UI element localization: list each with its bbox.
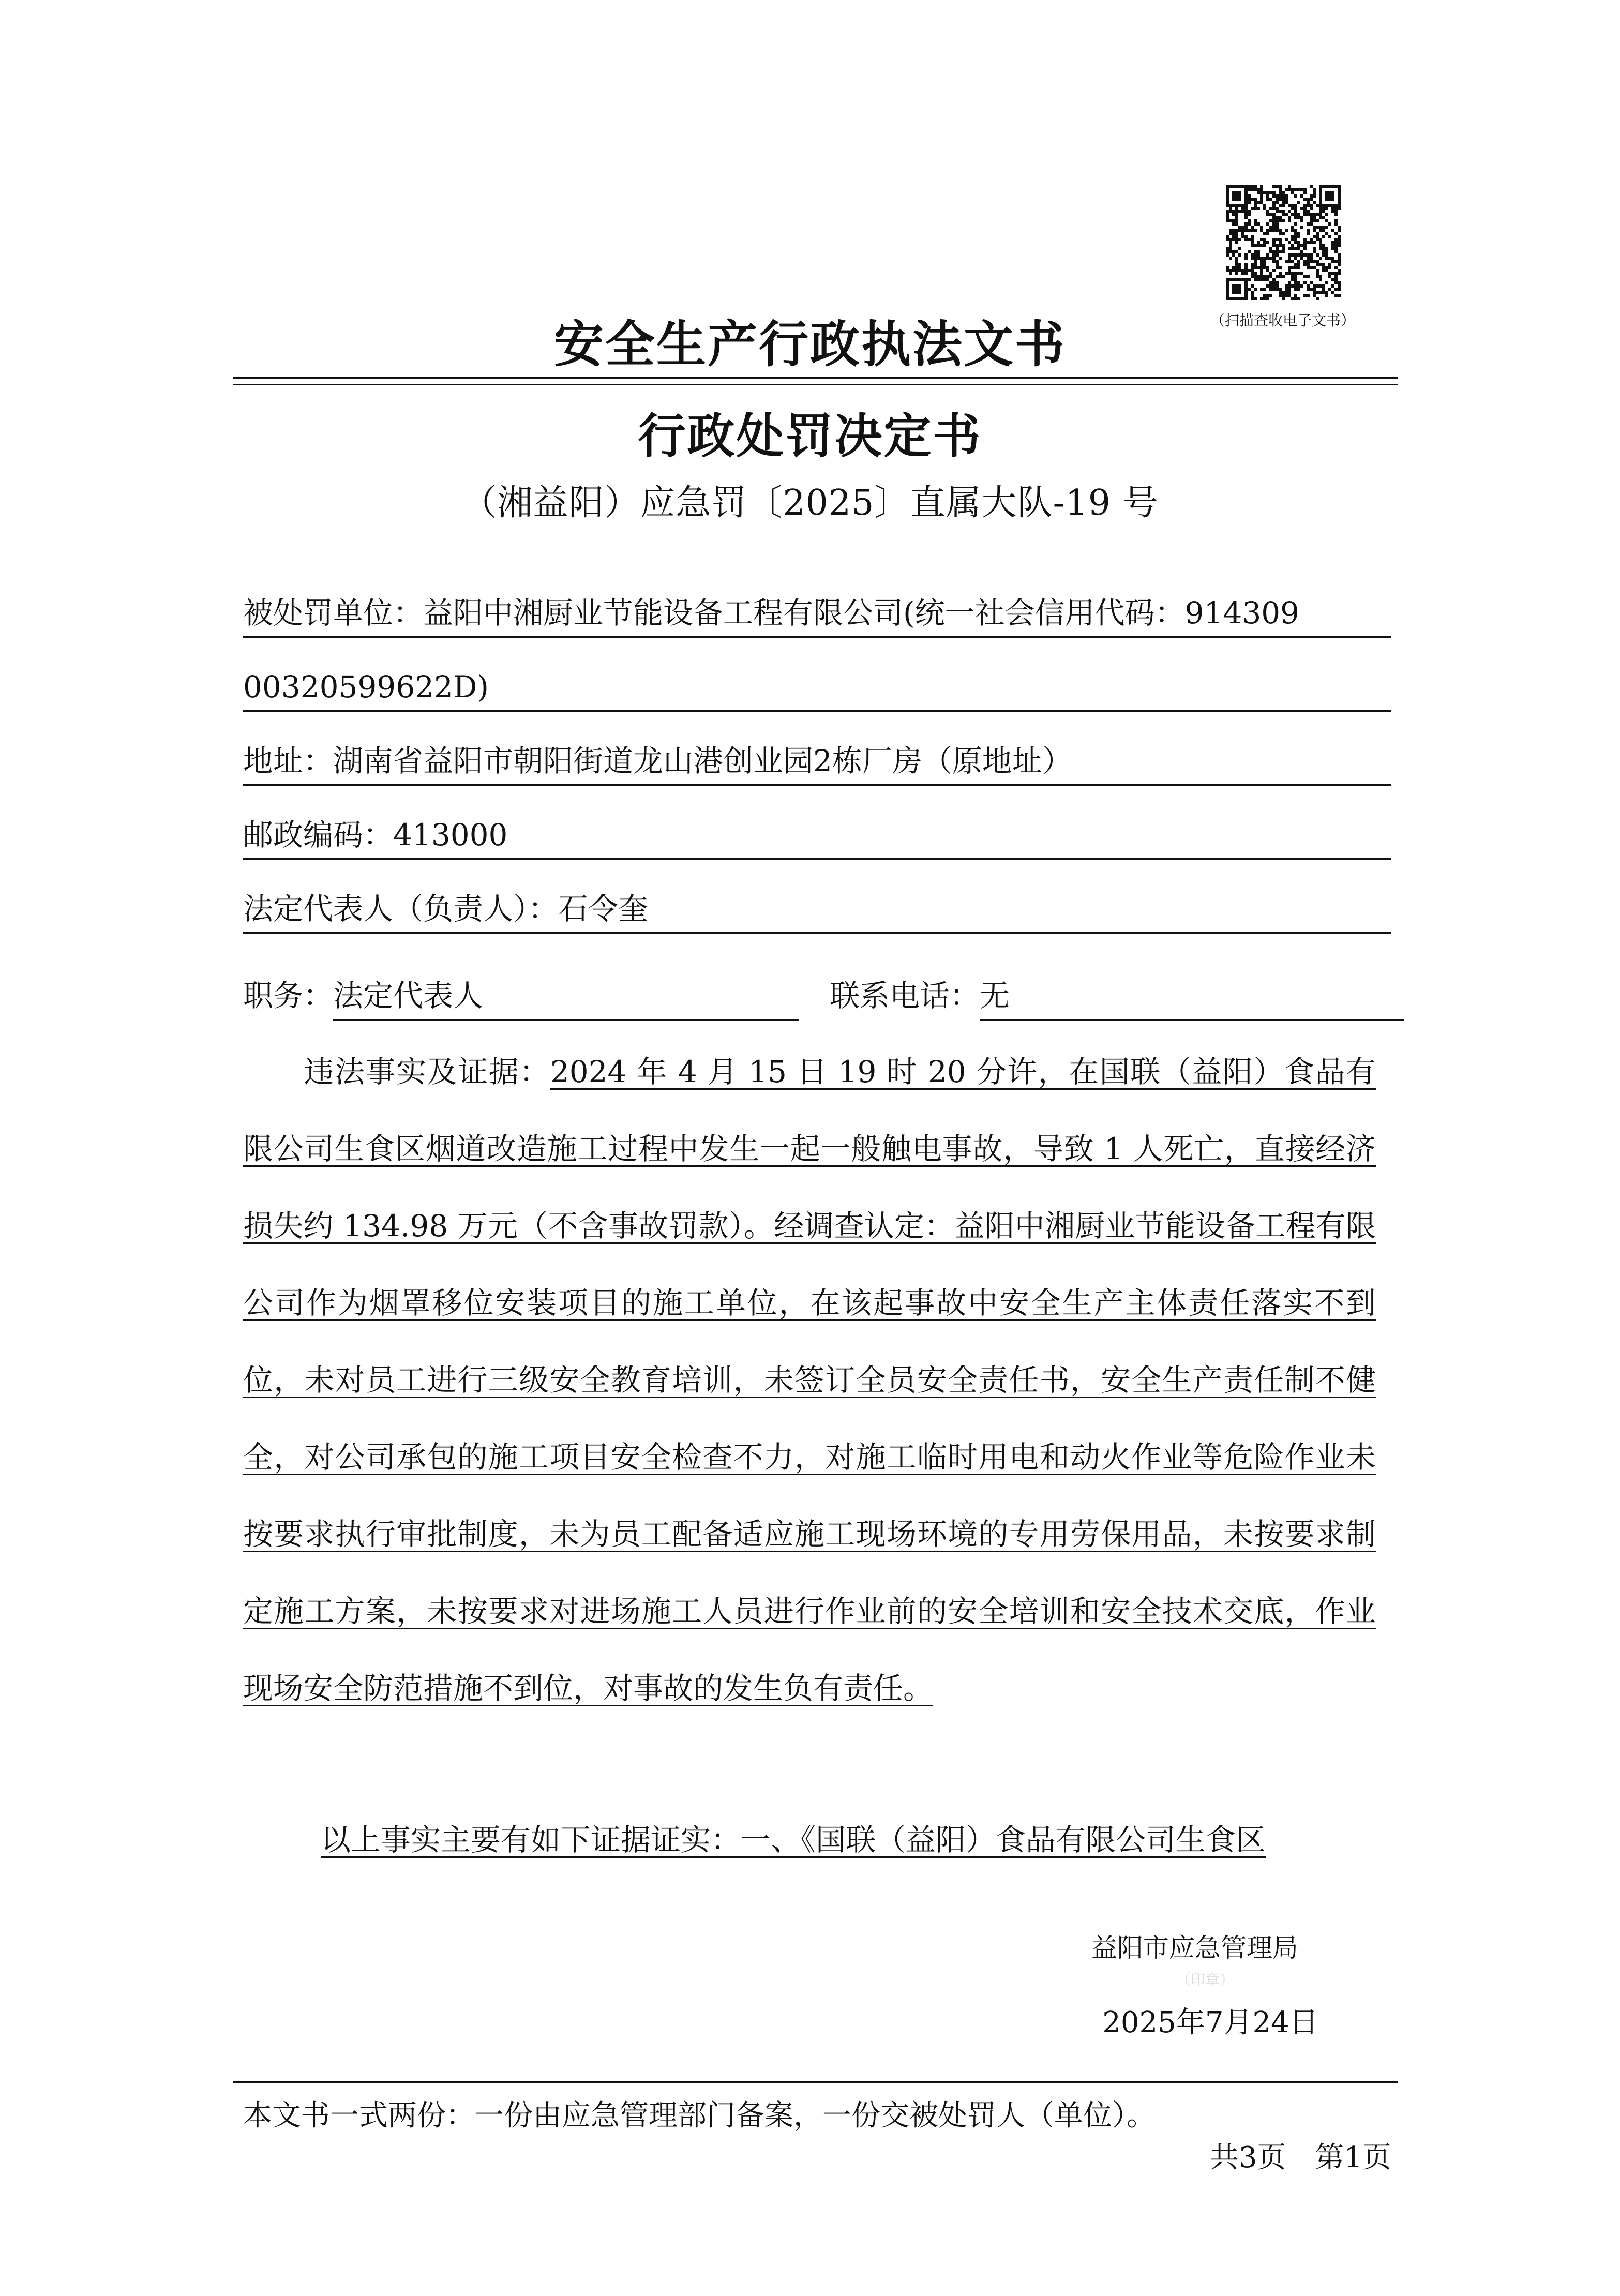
document-title: 行政处罚决定书 bbox=[638, 408, 982, 464]
violation-facts-label: 违法事实及证据： bbox=[303, 1054, 550, 1089]
penalized-entity-line-1 bbox=[243, 590, 1391, 638]
penalized-entity-label: 被处罚单位： bbox=[243, 595, 424, 631]
position-value: 法定代表人 bbox=[333, 972, 799, 1021]
copies-note: 本文书一式两份：一份由应急管理部门备案，一份交被处罚人（单位）。 bbox=[243, 2099, 1156, 2133]
position-phone-line bbox=[243, 959, 1391, 1013]
penalized-entity-line-2 bbox=[243, 664, 1391, 712]
header-rule-thick bbox=[233, 377, 1398, 379]
footer-rule bbox=[233, 2081, 1398, 2083]
postcode-label: 邮政编码： bbox=[243, 817, 394, 852]
legal-representative-value: 石令奎 bbox=[558, 891, 649, 926]
position-label: 职务： bbox=[243, 978, 334, 1013]
seal-placeholder: （印章） bbox=[1176, 1971, 1234, 1988]
qr-code[interactable] bbox=[1226, 185, 1341, 300]
penalized-entity-value: 益阳中湘厨业节能设备工程有限公司(统一社会信用代码：914309 bbox=[423, 595, 1300, 631]
phone-label: 联系电话： bbox=[830, 978, 980, 1013]
issue-date: 2025年7月24日 bbox=[1102, 2006, 1318, 2039]
address-label: 地址： bbox=[243, 743, 334, 778]
issuing-authority: 益阳市应急管理局 bbox=[1091, 1933, 1298, 1963]
violation-facts-text: 2024 年 4 月 15 日 19 时 20 分许，在国联（益阳）食品有限公司生食区烟道改造施工过程中发生一起一般触电事故，导致 1 人死亡，直接经济损失约 134.98 万元（不含事故罚款）。经调查认定：益阳中湘厨业节能设备工程有限公司作为烟罩移位安装项目的施工单位，在该起事故中安全生产主体责任落实不到位，未对员工进行三级安全教育培训，未签订全员安全责任书，安全生产责任制不健全，对公司承包的施工项目安全检查不力，对施工临时用电和动火作业等危险作业未按要求执行审批制度，未为员工配备适应施工现场环境的专用劳保用品，未按要求制定施工方案，未按要求对进场施工人员进行作业前的安全培训和安全技术交底，作业现场安全防范措施不到位，对事故的发生负有责任。 bbox=[243, 1054, 1376, 1706]
legal-representative-label: 法定代表人（负责人）： bbox=[243, 891, 559, 926]
postcode-value: 413000 bbox=[393, 817, 508, 852]
phone-value: 无 bbox=[980, 972, 1404, 1021]
violation-facts bbox=[243, 1033, 1376, 1727]
legal-representative-line bbox=[243, 886, 1391, 934]
address-line bbox=[243, 738, 1391, 786]
postcode-line bbox=[243, 812, 1391, 860]
document-category-heading: 安全生产行政执法文书 bbox=[554, 315, 1066, 373]
address-value: 湖南省益阳市朝阳街道龙山港创业园2栋厂房（原地址） bbox=[333, 743, 1072, 778]
credit-code-continuation: 00320599622D) bbox=[243, 669, 489, 704]
header-rule-thin bbox=[233, 384, 1398, 385]
evidence-intro bbox=[243, 1802, 1376, 1879]
page-indicator: 共3页 第1页 bbox=[1209, 2141, 1391, 2174]
evidence-intro-text: 以上事实主要有如下证据证实：一、《国联（益阳）食品有限公司生食区 bbox=[321, 1822, 1266, 1857]
qr-caption: （扫描查收电子文书） bbox=[1210, 312, 1355, 329]
document-number: （湘益阳）应急罚〔2025〕直属大队-19 号 bbox=[461, 483, 1159, 523]
